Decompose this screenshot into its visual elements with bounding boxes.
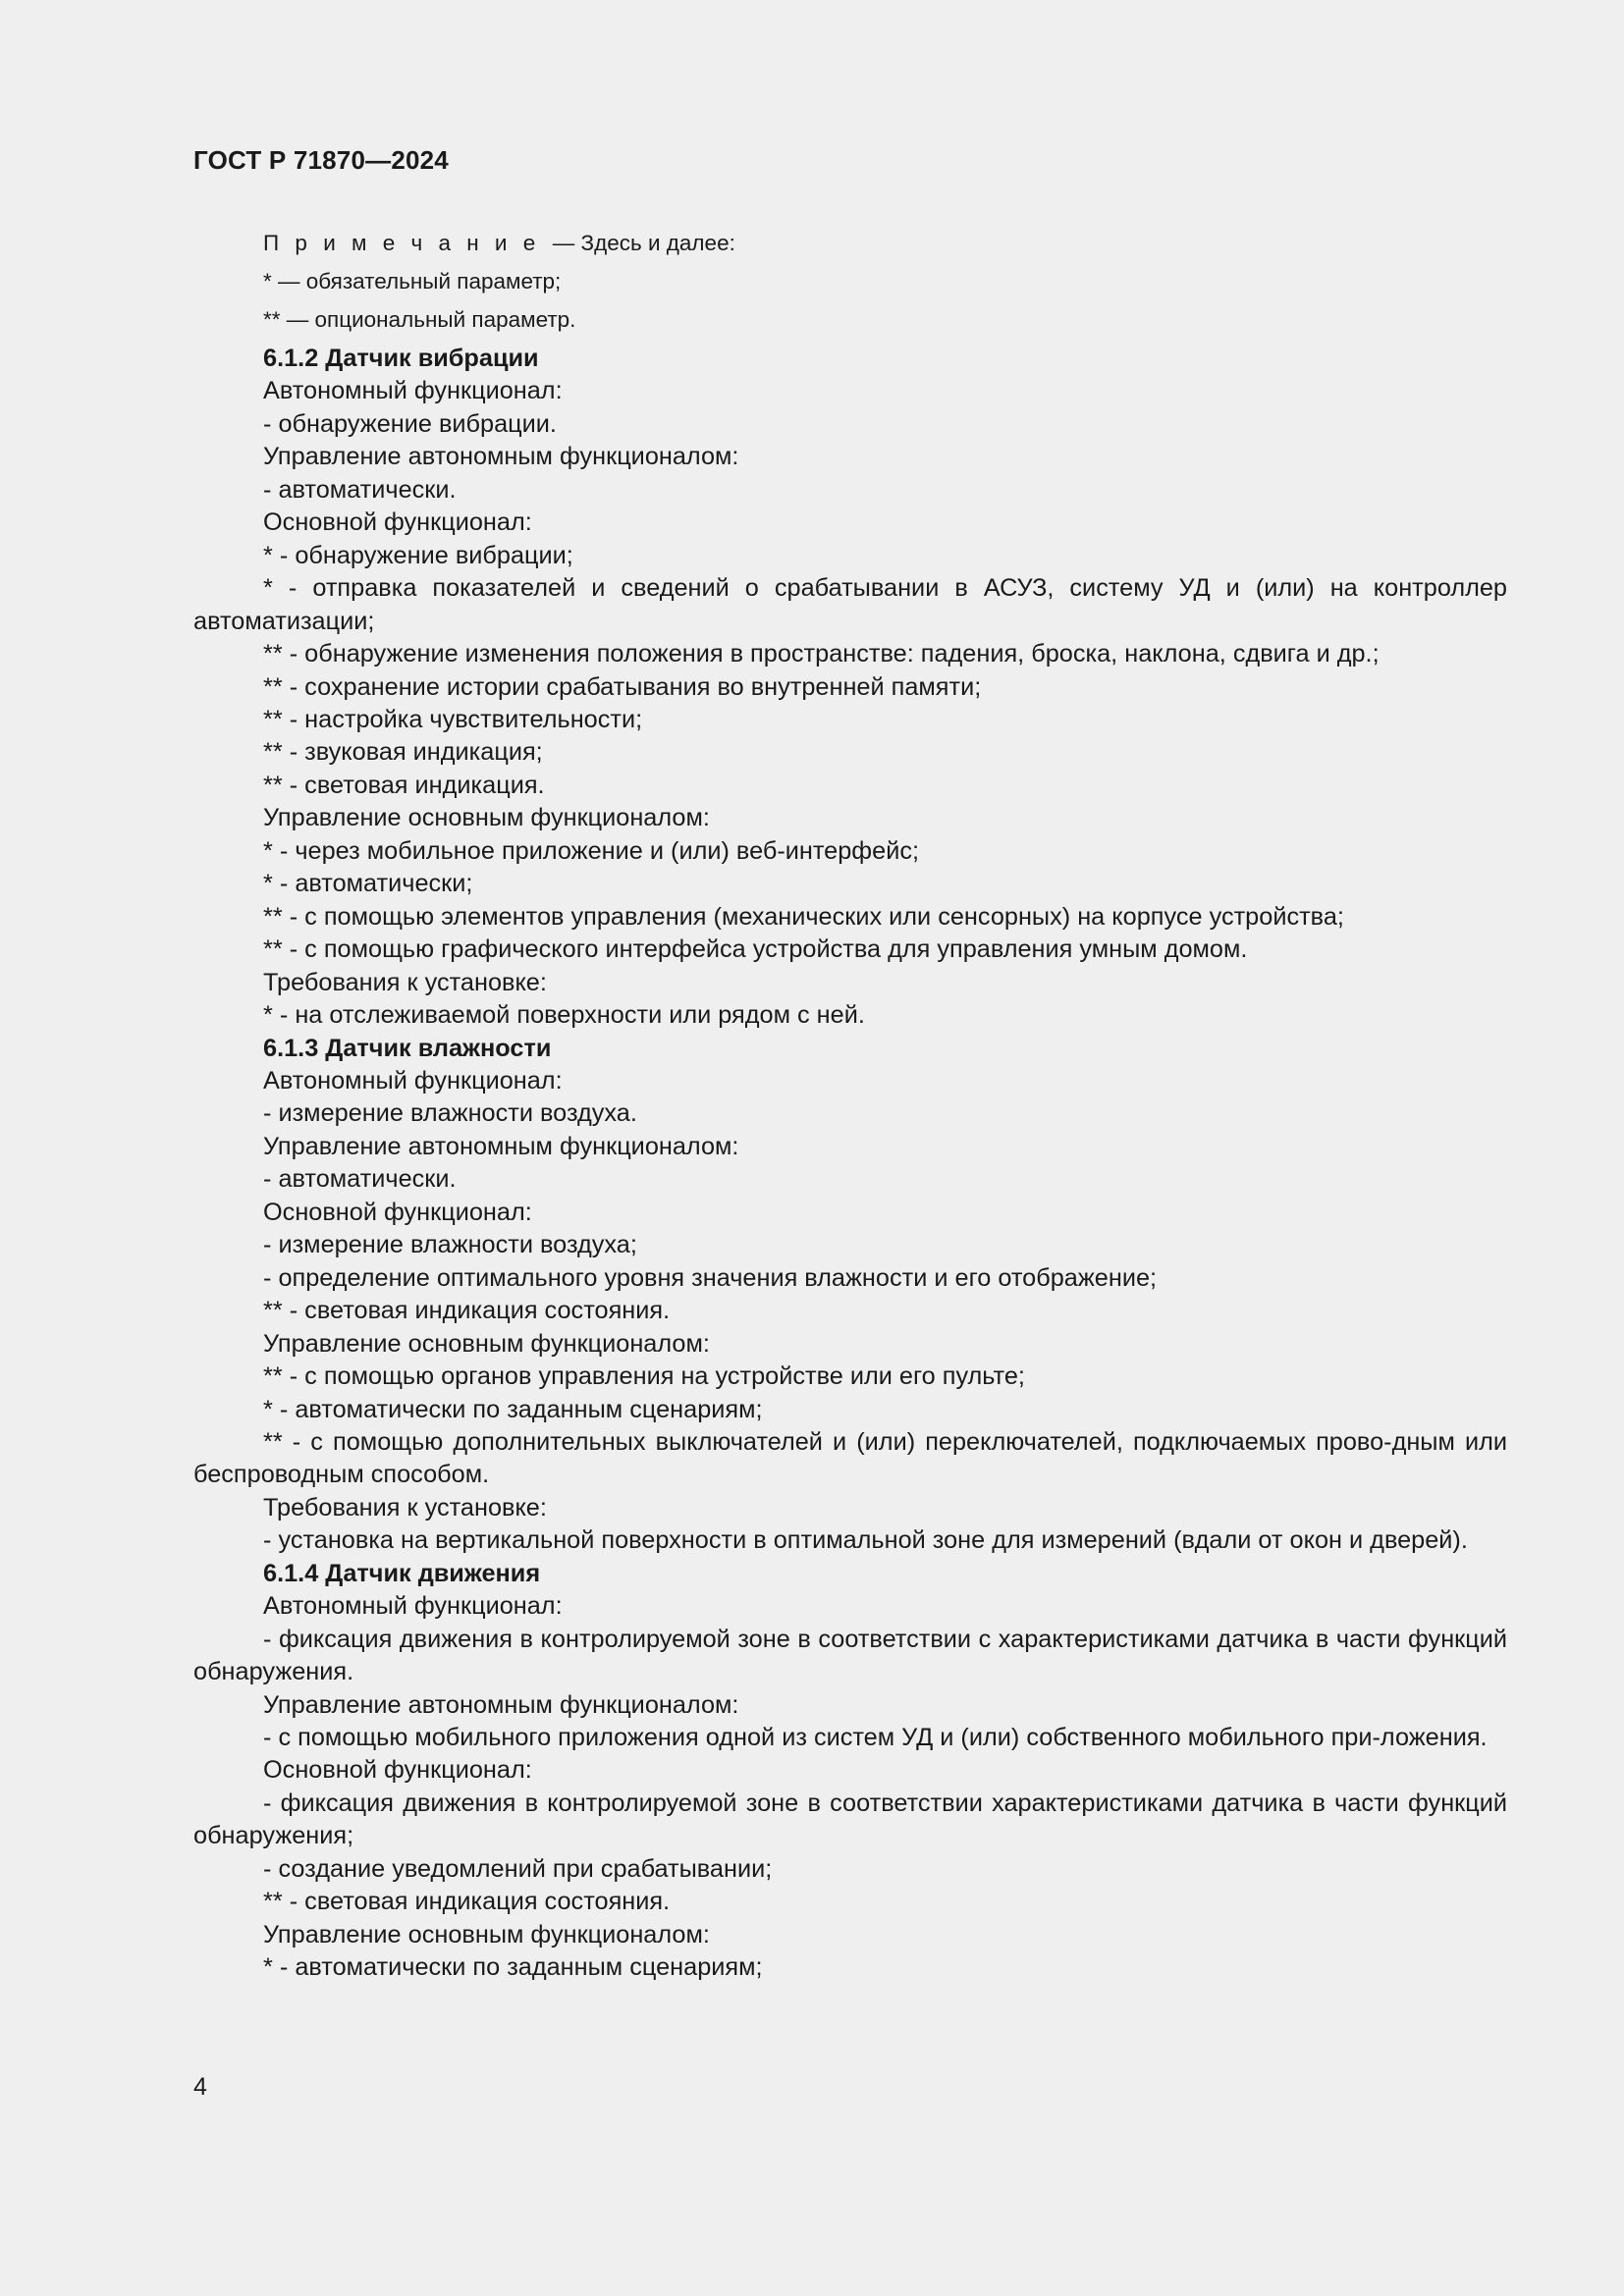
note-mandatory: * — обязательный параметр; — [263, 269, 562, 294]
text-line: ** - световая индикация состояния. — [263, 1888, 671, 1916]
text-line: - определение оптимального уровня значения влажности и его отображение; — [263, 1263, 1158, 1292]
note-title-line — [263, 224, 735, 262]
text-line: - установка на вертикальной поверхности в оптимальной зоне для измерений (вдали от окон и дверей). — [263, 1526, 1468, 1555]
text-line: ** - сохранение истории срабатывания во внутренней памяти; — [263, 672, 982, 701]
text-line: - создание уведомлений при срабатывании; — [263, 1854, 773, 1883]
document-code: ГОСТ Р 71870—2024 — [193, 145, 449, 175]
text-line: Управление основным функционалом: — [263, 804, 710, 832]
text-line: - фиксация движения в контролируемой зоне в соответствии характеристиками датчика в части функций обнаружения; — [193, 1789, 1507, 1850]
text-line: Управление автономным функционалом: — [263, 1132, 739, 1160]
text-line: * - обнаружение вибрации; — [263, 541, 573, 569]
text-line: Управление автономным функционалом: — [263, 1690, 739, 1719]
text-line: Автономный функционал: — [263, 1592, 563, 1621]
text-line: ** - с помощью дополнительных выключателей и (или) переключателей, подключаемых прово-дным или беспроводным способом. — [193, 1427, 1507, 1489]
text-line: Управление основным функционалом: — [263, 1329, 710, 1358]
text-line: Основной функционал: — [263, 1756, 532, 1785]
text-line: ** - с помощью элементов управления (механических или сенсорных) на корпусе устройства; — [263, 902, 1344, 931]
text-line: * - автоматически по заданным сценариям; — [263, 1953, 763, 1982]
text-line: - обнаружение вибрации. — [263, 409, 557, 438]
text-line: * - через мобильное приложение и (или) веб-интерфейс; — [263, 836, 919, 865]
note-optional: ** — опциональный параметр. — [263, 307, 576, 332]
text-line: * - на отслеживаемой поверхности или рядом с ней. — [263, 1001, 865, 1030]
note-block — [263, 224, 735, 339]
note-label: П р и м е ч а н и е — [263, 231, 541, 255]
text-line: Требования к установке: — [263, 1493, 547, 1522]
text-line: Основной функционал: — [263, 1198, 532, 1226]
section-heading: 6.1.4 Датчик движения — [263, 1559, 541, 1587]
text-line: - измерение влажности воздуха; — [263, 1231, 637, 1259]
text-line: - измерение влажности воздуха. — [263, 1099, 637, 1128]
page-number: 4 — [193, 2073, 207, 2101]
document-body — [193, 343, 1507, 1985]
text-line: Управление автономным функционалом: — [263, 443, 739, 471]
text-line: Требования к установке: — [263, 968, 547, 996]
text-line: ** - с помощью органов управления на устройстве или его пульте; — [263, 1362, 1025, 1391]
text-line: * - автоматически по заданным сценариям; — [263, 1395, 763, 1423]
text-line: ** - обнаружение изменения положения в пространстве: падения, броска, наклона, сдвига и др.; — [263, 640, 1380, 668]
text-line: - фиксация движения в контролируемой зоне в соответствии с характеристиками датчика в части функций обнаружения. — [193, 1625, 1507, 1686]
text-line: ** - звуковая индикация; — [263, 738, 543, 767]
text-line: ** - с помощью графического интерфейса устройства для управления умным домом. — [263, 935, 1248, 964]
text-line: Автономный функционал: — [263, 1066, 563, 1095]
text-line: Основной функционал: — [263, 508, 532, 537]
section-heading: 6.1.3 Датчик влажности — [263, 1034, 552, 1062]
text-line: * - автоматически; — [263, 870, 473, 898]
text-line: - автоматически. — [263, 475, 457, 504]
section-heading: 6.1.2 Датчик вибрации — [263, 345, 539, 372]
text-line: - автоматически. — [263, 1165, 457, 1194]
text-line: ** - световая индикация состояния. — [263, 1297, 671, 1325]
text-line: * - отправка показателей и сведений о срабатывании в АСУЗ, систему УД и (или) на контроллер автоматизации; — [193, 574, 1507, 635]
text-line: Управление основным функционалом: — [263, 1920, 710, 1949]
text-line: ** - световая индикация. — [263, 771, 545, 799]
text-line: Автономный функционал: — [263, 377, 563, 405]
text-line: ** - настройка чувствительности; — [263, 705, 643, 733]
note-intro: — Здесь и далее: — [540, 231, 735, 255]
text-line: - с помощью мобильного приложения одной из систем УД и (или) собственного мобильного при-ложения. — [263, 1724, 1488, 1752]
